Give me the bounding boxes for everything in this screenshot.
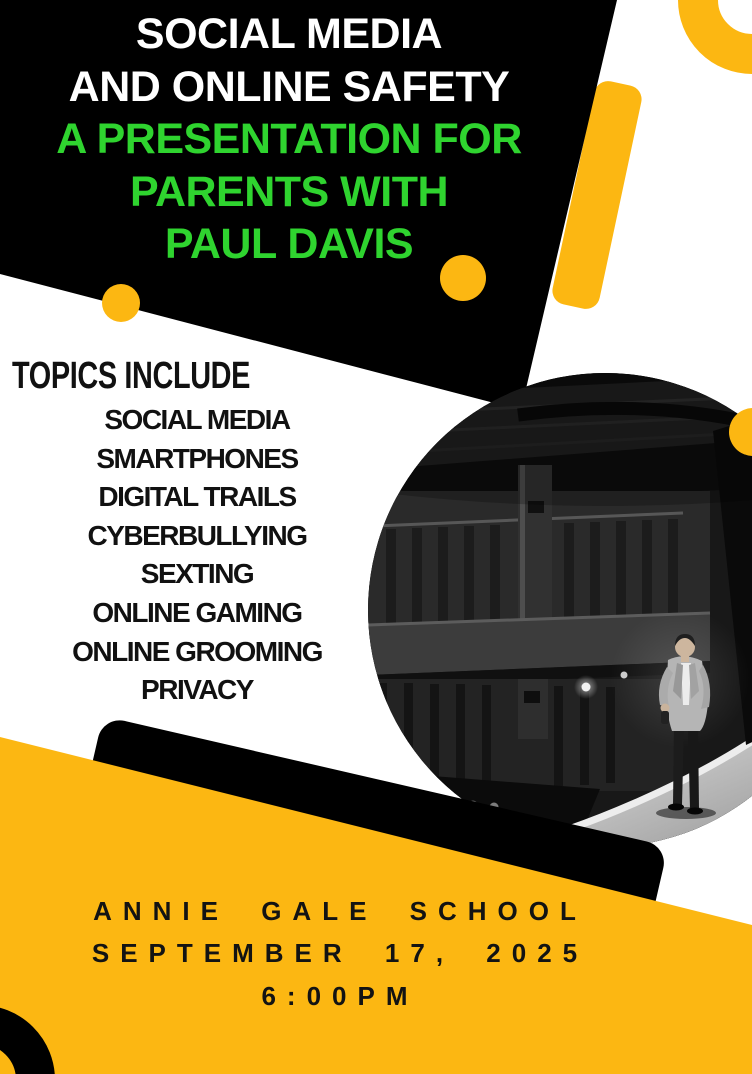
event-info-block (40, 890, 640, 1017)
topic-item: SOCIAL MEDIA (104, 404, 290, 435)
topic-item: ONLINE GAMING (92, 596, 302, 628)
event-date: SEPTEMBER 17, 2025 (91, 938, 589, 969)
stage-photo-illustration (368, 373, 752, 847)
title-line-2: AND ONLINE SAFETY (68, 62, 510, 111)
topic-item: SMARTPHONES (96, 442, 298, 474)
subtitle-line-1: A PRESENTATION FOR (56, 115, 522, 163)
yellow-dot-left (102, 284, 140, 322)
topic-item: DIGITAL TRAILS (98, 481, 296, 513)
topic-item: SEXTING (140, 558, 254, 590)
topic-item: CYBERBULLYING (87, 519, 307, 551)
header-title-block (19, 8, 559, 271)
topics-list (17, 401, 377, 710)
event-venue: ANNIE GALE SCHOOL (93, 896, 587, 926)
title-line-1: SOCIAL MEDIA (135, 10, 443, 58)
subtitle-line-2: PARENTS WITH (129, 167, 449, 216)
event-time: 6:00PM (261, 980, 419, 1011)
top-right-ring-shape (678, 0, 752, 74)
topics-heading: TOPICS INCLUDE (12, 355, 251, 397)
topic-item: PRIVACY (141, 674, 253, 706)
topic-item: ONLINE GROOMING (72, 635, 322, 667)
speaker-stage-photo (368, 373, 752, 847)
subtitle-line-3: PAUL DAVIS (164, 220, 414, 268)
